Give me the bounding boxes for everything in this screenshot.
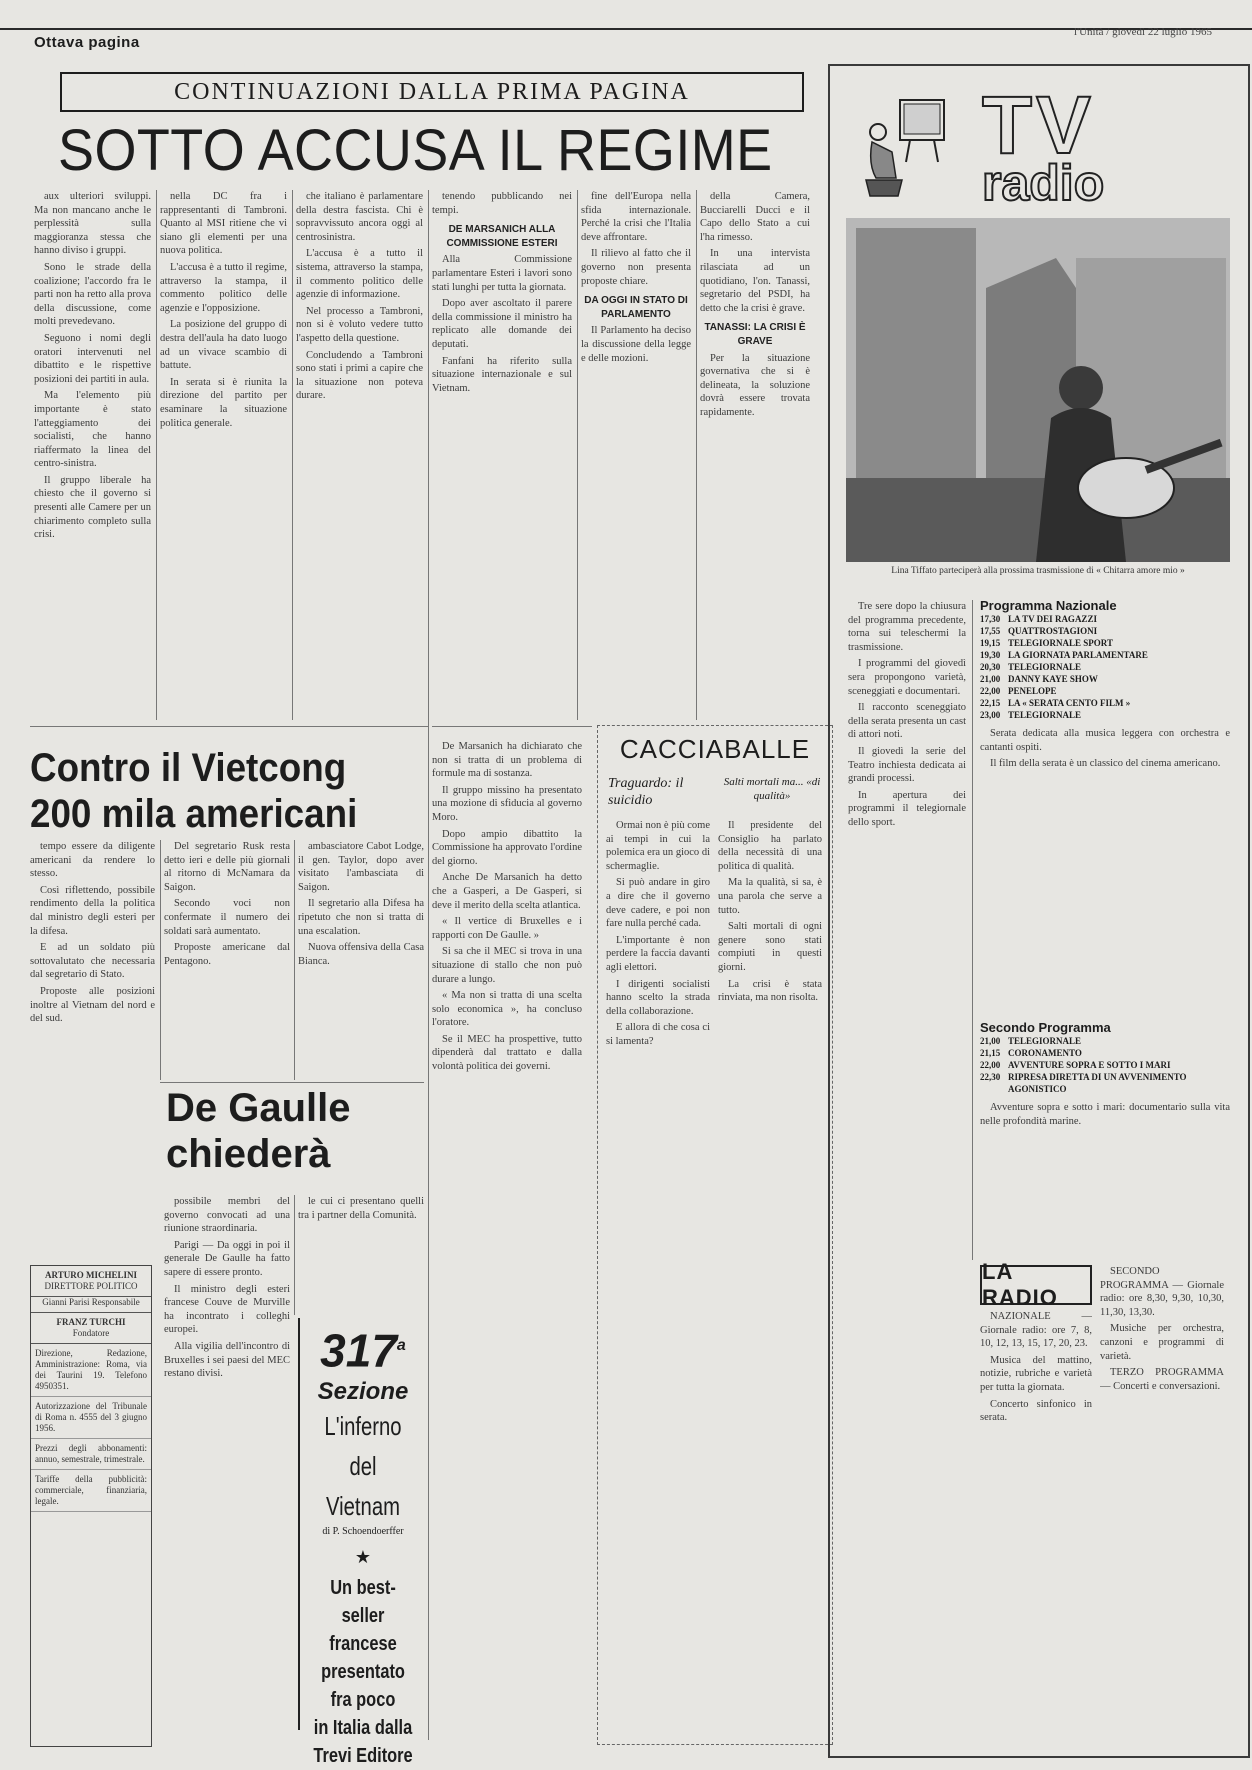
dateline: l'Unità / giovedì 22 luglio 1965 bbox=[1074, 26, 1212, 38]
subhead-marsanich: DE MARSANICH ALLA COMMISSIONE ESTERI bbox=[446, 224, 558, 249]
program-name: TELEGIORNALE SPORT bbox=[1008, 638, 1113, 648]
program-time: 21,00 bbox=[980, 674, 1001, 684]
secondo-list bbox=[980, 1035, 1230, 1095]
cacciaballe-column-1: Ormai non è più come ai tempi in cui la polemica era un gioco di schermaglie. Si può andare in giro a dire che il governo deve cadere, e poi non fare nulla perché cada. L'importante è non perdere la faccia davanti agli elettori. I dirigenti socialisti hanno scelto la strada della collaborazione. E allora di che cosa ci si lamenta? bbox=[606, 820, 710, 1047]
la-radio-box: LA RADIO bbox=[980, 1265, 1092, 1305]
column-rule bbox=[577, 190, 578, 720]
logo-radio: radio bbox=[982, 155, 1105, 211]
program-row bbox=[980, 1047, 1230, 1059]
vietcong-headline bbox=[30, 745, 398, 837]
column-rule bbox=[972, 600, 973, 1260]
program-name: PENELOPE bbox=[1008, 686, 1057, 696]
program-time: 21,00 bbox=[980, 1036, 1001, 1046]
masthead-text: Direzione, Redazione, Amministrazione: Roma, via dei Taurini 19. Telefono 4950351. bbox=[31, 1344, 151, 1397]
ad-promo-line: Trevi Editore bbox=[313, 1745, 413, 1768]
ad-title-line1: L'inferno bbox=[324, 1411, 402, 1442]
masthead-text: Tariffe della pubblicità: commerciale, finanziaria, legale. bbox=[31, 1470, 151, 1512]
tv-set-illustration bbox=[862, 92, 952, 202]
degaulle-headline-line1: De Gaulle bbox=[166, 1086, 351, 1130]
article-column-6: della Camera, Bucciarelli Ducci e il Capo dello Stato a cui l'ha rimesso. In una intervista rilasciata ad un quotidiano, l'on. Tanassi, segretario del PSDI, ha detto che la crisi è grave. TANASSI: LA CRISI È GRAVE Per la situazione governativa che si è delineata, la soluzione dovrà essere trovata rapidamente. bbox=[700, 191, 810, 418]
program-time: 21,15 bbox=[980, 1048, 1001, 1058]
program-row bbox=[980, 1059, 1230, 1071]
photo-caption: Lina Tiffato parteciperà alla prossima trasmissione di « Chitarra amore mio » bbox=[891, 566, 1185, 576]
cacciaballe-kicker-right: Salti mortali ma... «di qualità» bbox=[723, 776, 821, 802]
column-rule bbox=[294, 840, 295, 1080]
ad-number-suffix: a bbox=[396, 1337, 406, 1354]
section-rule bbox=[30, 726, 428, 727]
program-name: TELEGIORNALE bbox=[1008, 710, 1082, 720]
program-name: LA « SERATA CENTO FILM » bbox=[1008, 698, 1131, 708]
column-rule bbox=[160, 840, 161, 1080]
program-time: 23,00 bbox=[980, 710, 1001, 720]
program-name: LA GIORNATA PARLAMENTARE bbox=[1008, 650, 1148, 660]
ad-promo-line: Un best-seller bbox=[330, 1577, 396, 1628]
masthead-text: Prezzi degli abbonamenti: annuo, semestrale, trimestrale. bbox=[31, 1439, 151, 1470]
main-headline: SOTTO ACCUSA IL REGIME bbox=[58, 118, 773, 183]
program-name: TELEGIORNALE bbox=[1008, 662, 1082, 672]
program-row bbox=[980, 613, 1230, 625]
program-time: 20,30 bbox=[980, 662, 1001, 672]
section-rule bbox=[160, 1082, 424, 1083]
ad-number bbox=[300, 1318, 426, 1378]
book-advertisement bbox=[298, 1318, 426, 1768]
subhead-orlandi: DA OGGI IN STATO DI PARLAMENTO bbox=[584, 295, 688, 320]
vietcong-column-3: ambasciatore Cabot Lodge, il gen. Taylor, dopo aver visitato l'ambasciata di Saigon. Il segretario alla Difesa ha ripetuto che non si tratta di una escalation. Nuova offensiva della Casa Bianca. bbox=[298, 841, 424, 967]
director-role: DIRETTORE POLITICO bbox=[31, 1281, 151, 1297]
ad-promo-line: in Italia dalla bbox=[313, 1717, 413, 1740]
article-column-5: fine dell'Europa nella sfida internazionale. Perché la crisi che l'Italia deve affrontare. Il rilievo al fatto che il governo non presenta proposte chiare. DA OGGI IN STATO DI PARLAMENTO Il Parlamento ha deciso la discussione della legge e delle mozioni. bbox=[581, 191, 691, 364]
cacciaballe-body bbox=[598, 809, 832, 1739]
degaulle-column-2: le cui ci presentano quelli tra i partner della Comunità. bbox=[298, 1196, 424, 1221]
article-column-2: nella DC fra i rappresentanti di Tambroni. Quanto al MSI ritiene che vi siano gli elementi per una nuova politica. L'accusa è a tutto il regime, attraverso la stampa, il commento politico delle agenzie e l'opposizione. La posizione del gruppo di destra dell'aula ha dato luogo ad un vivace scambio di battute. In serata si è riunita la direzione del partito per esaminare la situazione politica generale. bbox=[160, 191, 287, 429]
program-name: AVVENTURE SOPRA E SOTTO I MARI bbox=[1008, 1060, 1171, 1070]
article-column-1: aux ulteriori sviluppi. Ma non mancano anche le perplessità sulla maggioranza stessa che hanno diviso i gruppi. Sono le strade della coalizione; l'accordo fra le parti non ha retto alla prova della discussione, come molti prevedevano. Seguono i nomi degli oratori intervenuti nel dibattito e le rispettive posizioni dei partiti in aula. Ma l'elemento più importante è stato l'atteggiamento dei socialisti, che hanno riaffermato la linea del centro-sinistra. Il gruppo liberale ha chiesto che il governo si presenti alle Camere per un chiarimento completo sulla crisi. bbox=[34, 191, 151, 541]
program-time: 17,30 bbox=[980, 614, 1001, 624]
continuations-banner bbox=[60, 72, 804, 112]
section-rule bbox=[432, 726, 592, 727]
program-name: QUATTROSTAGIONI bbox=[1008, 626, 1098, 636]
top-rule bbox=[0, 28, 1252, 30]
cacciaballe-column-2: Il presidente del Consiglio ha parlato della necessità di una politica di qualità. Ma la qualità, si sa, è una parola che serve a tutto. Salti mortali di ogni genere sono stati compiuti in questi giorni. La crisi è stata rinviata, ma non risolta. bbox=[718, 820, 822, 1004]
ad-promo-line: presentato bbox=[321, 1661, 405, 1684]
masthead-text: Autorizzazione del Tribunale di Roma n. 4555 del 3 giugno 1956. bbox=[31, 1397, 151, 1439]
program-row bbox=[980, 673, 1230, 685]
ad-sezione: Sezione bbox=[317, 1378, 409, 1406]
ad-title-line2: del Vietnam bbox=[325, 1451, 401, 1522]
vietcong-column-2: Del segretario Rusk resta detto ieri e delle più giornali al ritorno di McNamara da Saigon. Secondo voci non confermate il numero dei soldati sarà aumentato. Proposte americane dal Pentagono. bbox=[164, 841, 290, 967]
ad-number-text: 317 bbox=[320, 1324, 397, 1377]
ad-author: di P. Schoendoerffer bbox=[322, 1526, 404, 1538]
programma-nazionale-title: Programma Nazionale bbox=[980, 598, 1117, 613]
nazionale-list bbox=[980, 613, 1230, 721]
nazionale-notes: Serata dedicata alla musica leggera con orchestra e cantanti ospiti. Il film della serata è un classico del cinema americano. bbox=[980, 728, 1230, 770]
program-row bbox=[980, 697, 1230, 709]
cacciaballe-title: CACCIABALLE bbox=[619, 734, 811, 764]
program-time: 22,15 bbox=[980, 698, 1001, 708]
director-name: ARTURO MICHELINI bbox=[45, 1270, 137, 1280]
article-column-3: che italiano è parlamentare della destra fascista. Chi è sopravvissuto ancora oggi al centrosinistra. L'accusa è a tutto il sistema, attraverso la stampa, il commento politico delle agenzie di informazione. Nel processo a Tambroni, non si è voluto vedere tutto l'aspetto della questione. Concludendo a Tambroni sono stati i primi a capire che la situazione non poteva durare. bbox=[296, 191, 423, 402]
program-name: LA TV DEI RAGAZZI bbox=[1008, 614, 1097, 624]
editor-role: Gianni Parisi Responsabile bbox=[31, 1297, 151, 1313]
program-row bbox=[980, 649, 1230, 661]
page-folio: Ottava pagina bbox=[34, 34, 140, 51]
program-row bbox=[980, 1035, 1230, 1047]
program-time: 17,55 bbox=[980, 626, 1001, 636]
cacciaballe-kickers bbox=[598, 765, 832, 809]
program-name: DANNY KAYE SHOW bbox=[1008, 674, 1098, 684]
radio-column-2: SECONDO PROGRAMMA — Giornale radio: ore 8,30, 9,30, 10,30, 11,30, 13,30. Musiche per orchestra, canzoni e programmi di varietà. TERZO PROGRAMMA — Concerti e conversazioni. bbox=[1100, 1266, 1224, 1392]
column-rule bbox=[696, 190, 697, 720]
degaulle-column-1: possibile membri del governo convocati ad una riunione straordinaria. Parigi — Da oggi in poi il generale De Gaulle ha fatto sapere di essere pronto. Il ministro degli esteri francese Couve de Murville ha incontrato i colleghi europei. Alla vigilia dell'incontro di Bruxelles i sei paesi del MEC restano divisi. bbox=[164, 1196, 290, 1380]
program-time: 19,30 bbox=[980, 650, 1001, 660]
continuation-column: De Marsanich ha dichiarato che non si tratta di un problema di formule ma di sostanza. Il gruppo missino ha presentato una mozione di sfiducia al governo Moro. Dopo ampio dibattito la Commissione ha approvato l'ordine del giorno. Anche De Marsanich ha detto che a Gasperi, a De Gasperi, si deve il merito della scelta atlantica. « Il vertice di Bruxelles e i rapporti con De Gaulle. » Si sa che il MEC si trova in una situazione di stallo che non può durare a lungo. « Ma non si tratta di una scelta solo economica », ha concluso l'oratore. Se il MEC ha prospettive, tutto dipenderà dal trattato e dalla volontà politica dei governi. bbox=[432, 741, 582, 1073]
guitarist-photo bbox=[846, 218, 1230, 562]
program-row bbox=[980, 625, 1230, 637]
column-rule bbox=[156, 190, 157, 720]
program-time: 22,00 bbox=[980, 686, 1001, 696]
program-row bbox=[980, 685, 1230, 697]
program-name: RIPRESA DIRETTA DI UN AVVENIMENTO AGONISTICO bbox=[1008, 1072, 1187, 1094]
secondo-programma bbox=[980, 1020, 1230, 1201]
column-rule bbox=[294, 1195, 295, 1315]
founder-name: FRANZ TURCHI bbox=[56, 1317, 126, 1327]
program-name: CORONAMENTO bbox=[1008, 1048, 1082, 1058]
column-rule bbox=[428, 190, 429, 1740]
article-column-4: tenendo pubblicando nei tempi. DE MARSANICH ALLA COMMISSIONE ESTERI Alla Commissione parlamentare Esteri i lavori sono stati lunghi per tutta la giornata. Dopo aver ascoltato il parere della commissione il ministro ha replicato alle domande dei deputati. Fanfani ha riferito sulla situazione internazionale e sul Vietnam. bbox=[432, 191, 572, 394]
degaulle-headline-line2: chiederà bbox=[166, 1132, 331, 1176]
vietcong-headline-line1: Contro il Vietcong bbox=[30, 746, 347, 790]
program-time: 22,30 bbox=[980, 1072, 1001, 1082]
star-icon: ★ bbox=[354, 1547, 372, 1568]
programma-nazionale bbox=[980, 598, 1230, 877]
ad-promo-line: fra poco bbox=[330, 1689, 396, 1712]
program-row bbox=[980, 709, 1230, 721]
vietcong-column-1: tempo essere da diligente americani da rendere lo stesso. Così riflettendo, possibile rendimento della la politica dal ministro degli esteri per la difesa. E ad un soldato più sottovalutato che necessaria dal segretario di Stato. Proposte alle posizioni inoltre al Vietnam del nord e del sud. bbox=[30, 841, 155, 1025]
vietcong-headline-line2: 200 mila americani bbox=[30, 792, 358, 836]
cacciaballe-box bbox=[597, 725, 833, 1745]
tv-preview-column: Tre sere dopo la chiusura del programma precedente, torna sui teleschermi la trasmissione. I programmi del giovedì sera propongono varietà, sceneggiati e documentari. Il racconto sceneggiato della serata presenta un cast di attori noti. Il giovedì la serie del Teatro inchiesta dedicata ai grandi processi. In apertura dei programmi il telegiornale dello sport. bbox=[848, 601, 966, 828]
radio-column-1: NAZIONALE — Giornale radio: ore 7, 8, 10, 12, 13, 15, 17, 20, 23. Musica del mattino, notizie, rubriche e varietà per tutta la giornata. Concerto sinfonico in serata. bbox=[980, 1311, 1092, 1424]
column-rule bbox=[292, 190, 293, 720]
secondo-notes: Avventure sopra e sotto i mari: documentario sulla vita nelle profondità marine. bbox=[980, 1102, 1230, 1127]
logo-tv: TV bbox=[982, 80, 1095, 171]
program-time: 19,15 bbox=[980, 638, 1001, 648]
cacciaballe-kicker-left: Traguardo: il suicidio bbox=[608, 776, 684, 808]
founder-role: Fondatore bbox=[31, 1328, 151, 1344]
program-row bbox=[980, 637, 1230, 649]
tv-radio-logo bbox=[982, 80, 1105, 211]
ad-promo-line: francese bbox=[329, 1633, 397, 1656]
subhead-tanassi: TANASSI: LA CRISI È GRAVE bbox=[704, 322, 806, 347]
masthead-box bbox=[30, 1265, 152, 1747]
program-row bbox=[980, 661, 1230, 673]
program-row bbox=[980, 1071, 1230, 1095]
secondo-programma-title: Secondo Programma bbox=[980, 1020, 1111, 1035]
banner-text: CONTINUAZIONI DALLA PRIMA PAGINA bbox=[174, 78, 690, 105]
program-time: 22,00 bbox=[980, 1060, 1001, 1070]
degaulle-headline bbox=[166, 1085, 406, 1177]
program-name: TELEGIORNALE bbox=[1008, 1036, 1082, 1046]
